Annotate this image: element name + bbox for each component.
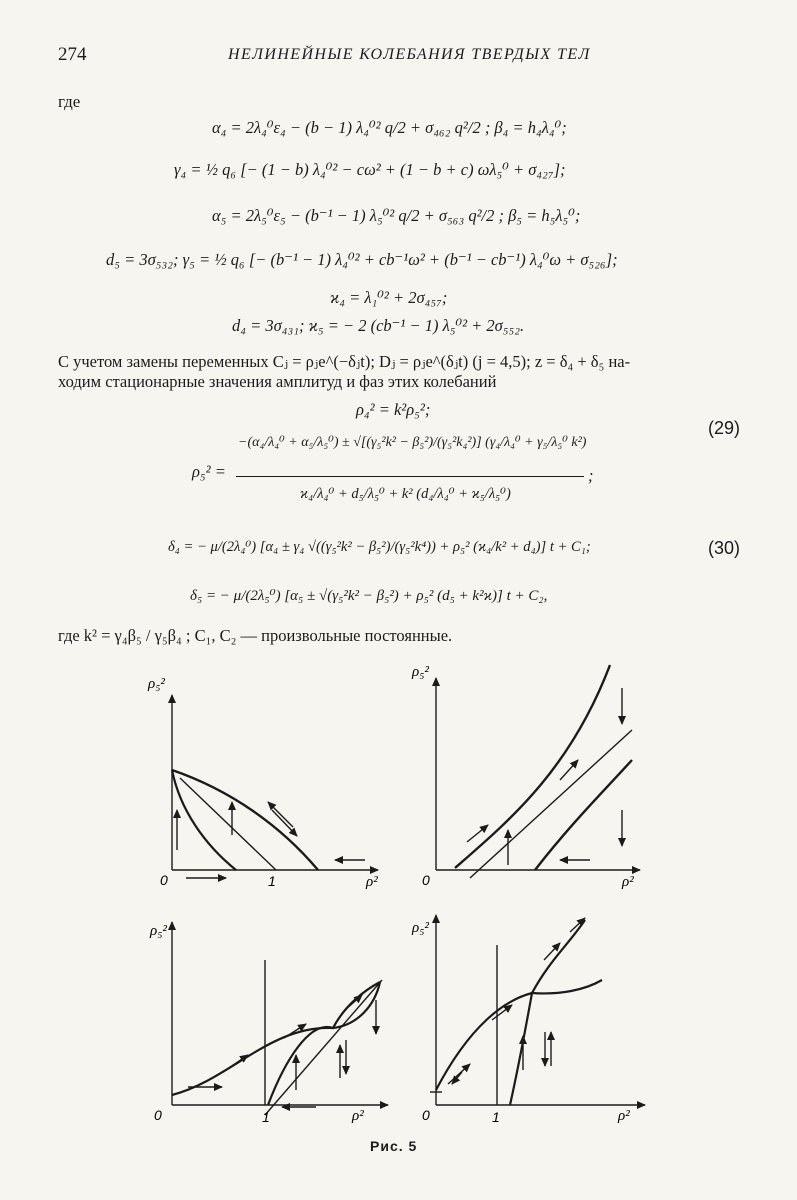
tick-label-one: 1	[268, 873, 276, 889]
paragraph-line: С учетом замены переменных Cⱼ = ρⱼe^(−δⱼt); Dⱼ = ρⱼe^(δⱼt) (j = 4,5); z = δ₄ + δ₅ на-	[58, 352, 631, 371]
equation-number-30: (30)	[708, 538, 741, 558]
origin-label: 0	[154, 1107, 162, 1123]
equation-gamma5: d₅ = 3σ₅₃₂; γ₅ = ½ q₆ [− (b⁻¹ − 1) λ₄⁰² + cb⁻¹ω² + (b⁻¹ − cb⁻¹) λ₄⁰ω + σ₅₂₆];	[106, 250, 618, 269]
x-axis-label: ρ²	[366, 874, 378, 890]
equation-rho5-denominator: ϰ₄/λ₄⁰ + d₅/λ₅⁰ + k² (d₄/λ₄⁰ + ϰ₅/λ₅⁰)	[300, 486, 511, 502]
panel-b	[436, 665, 640, 878]
equation-rho5-numerator: −(α₄/λ₄⁰ + α₅/λ₅⁰) ± √[(γ₅²k² − β₅²)/(γ₅²k₄²)] (γ₄/λ₄⁰ + γ₅/λ₅⁰ k²)	[238, 435, 587, 450]
y-axis-label: ρ₅²	[148, 676, 165, 692]
x-axis-label: ρ²	[618, 1108, 630, 1124]
panel-a	[172, 695, 378, 878]
origin-label: 0	[422, 1107, 430, 1123]
figure-caption: Рис. 5	[370, 1138, 418, 1154]
equation-rho4: ρ₄² = k²ρ₅²;	[356, 400, 431, 419]
page-number: 274	[58, 44, 87, 65]
origin-label: 0	[422, 872, 430, 888]
y-axis-label: ρ₅²	[412, 664, 429, 680]
equation-kappa5: d₄ = 3σ₄₃₁; ϰ₅ = − 2 (cb⁻¹ − 1) λ₅⁰² + 2σ₅₅₂.	[232, 316, 525, 335]
equation-rho5-lhs: ρ₅² =	[192, 462, 226, 481]
equation-delta4: δ₄ = − μ/(2λ₄⁰) [α₄ ± γ₄ √((γ₅²k² − β₅²)/(γ₅²k⁴)) + ρ₅² (ϰ₄/k² + d₄)] t + C₁;	[168, 539, 591, 555]
equation-kappa4: ϰ₄ = λ₁⁰² + 2σ₄₅₇;	[330, 288, 448, 307]
equation-delta5: δ₅ = − μ/(2λ₅⁰) [α₅ ± √(γ₅²k² − β₅²) + ρ₅² (d₅ + k²ϰ)] t + C₂,	[190, 588, 548, 604]
where-line: где k² = γ₄β₅ / γ₅β₄ ; C₁, C₂ — произвольные постоянные.	[58, 626, 453, 645]
tick-label-one: 1	[262, 1109, 270, 1125]
y-axis-label: ρ₅²	[412, 920, 429, 936]
equation-alpha4: α₄ = 2λ₄⁰ε₄ − (b − 1) λ₄⁰² q/2 + σ₄₆₂ q²/2 ; β₄ = h₄λ₄⁰;	[212, 118, 567, 137]
panel-d	[430, 915, 645, 1105]
equation-number-29: (29)	[708, 418, 741, 438]
fraction-bar	[236, 476, 584, 477]
paragraph-line: ходим стационарные значения амплитуд и фаз этих колебаний	[58, 372, 497, 391]
tick-label-one: 1	[492, 1109, 500, 1125]
x-axis-label: ρ²	[352, 1108, 364, 1124]
equation-alpha5: α₅ = 2λ₅⁰ε₅ − (b⁻¹ − 1) λ₅⁰² q/2 + σ₅₆₃ q²/2 ; β₅ = h₅λ₅⁰;	[212, 206, 581, 225]
origin-label: 0	[160, 872, 168, 888]
equation-gamma4: γ₄ = ½ q₆ [− (1 − b) λ₄⁰² − cω² + (1 − b + c) ωλ₅⁰ + σ₄₂₇];	[174, 160, 566, 179]
intro-word: где	[58, 92, 81, 111]
figure-5	[0, 660, 797, 1140]
x-axis-label: ρ²	[622, 874, 634, 890]
y-axis-label: ρ₅²	[150, 923, 167, 939]
body-paragraph	[58, 352, 758, 392]
running-title: НЕЛИНЕЙНЫЕ КОЛЕБАНИЯ ТВЕРДЫХ ТЕЛ	[228, 46, 591, 63]
equation-rho5-end: ;	[588, 466, 594, 485]
panel-c	[172, 922, 388, 1115]
